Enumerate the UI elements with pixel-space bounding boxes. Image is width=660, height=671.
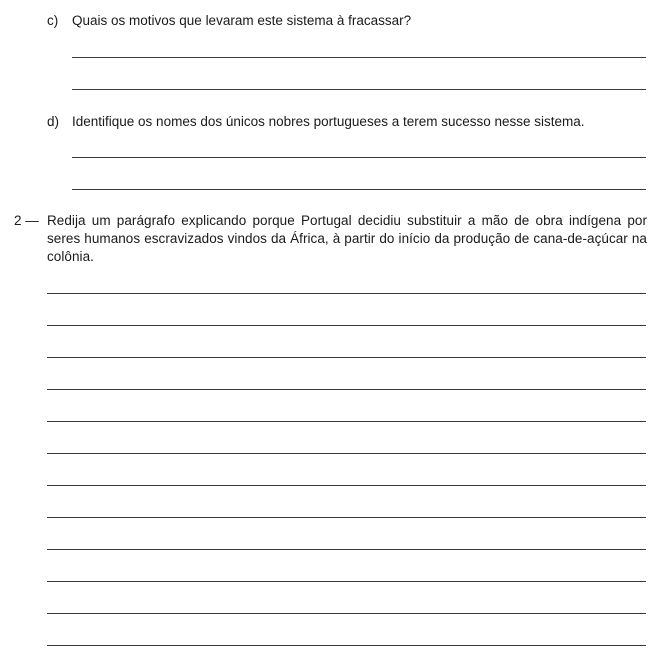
answer-line[interactable] bbox=[47, 581, 646, 582]
answer-line[interactable] bbox=[72, 189, 646, 190]
answer-line[interactable] bbox=[47, 389, 646, 390]
question-2-number: 2 — bbox=[14, 213, 39, 228]
answer-line[interactable] bbox=[47, 613, 646, 614]
answer-line[interactable] bbox=[47, 517, 646, 518]
answer-line[interactable] bbox=[47, 293, 646, 294]
answer-line[interactable] bbox=[72, 89, 646, 90]
sub-question-d-text: Identifique os nomes dos únicos nobres portugueses a terem sucesso nesse sistema. bbox=[72, 114, 585, 129]
answer-line[interactable] bbox=[47, 325, 646, 326]
answer-line[interactable] bbox=[47, 485, 646, 486]
answer-line[interactable] bbox=[47, 645, 646, 646]
answer-line[interactable] bbox=[47, 549, 646, 550]
answer-line[interactable] bbox=[47, 421, 646, 422]
answer-line[interactable] bbox=[47, 357, 646, 358]
sub-question-d-label: d) bbox=[47, 114, 60, 129]
sub-question-c-text: Quais os motivos que levaram este sistema à fracassar? bbox=[72, 13, 412, 28]
question-2-text: Redija um parágrafo explicando porque Portugal decidiu substituir a mão de obra indígena por seres humanos escravizados vindos da África, à partir do início da produção de cana-de-açúcar na colônia. bbox=[47, 213, 647, 264]
answer-line[interactable] bbox=[47, 453, 646, 454]
sub-question-c-label: c) bbox=[47, 13, 59, 28]
answer-line[interactable] bbox=[72, 57, 646, 58]
answer-line[interactable] bbox=[72, 157, 646, 158]
